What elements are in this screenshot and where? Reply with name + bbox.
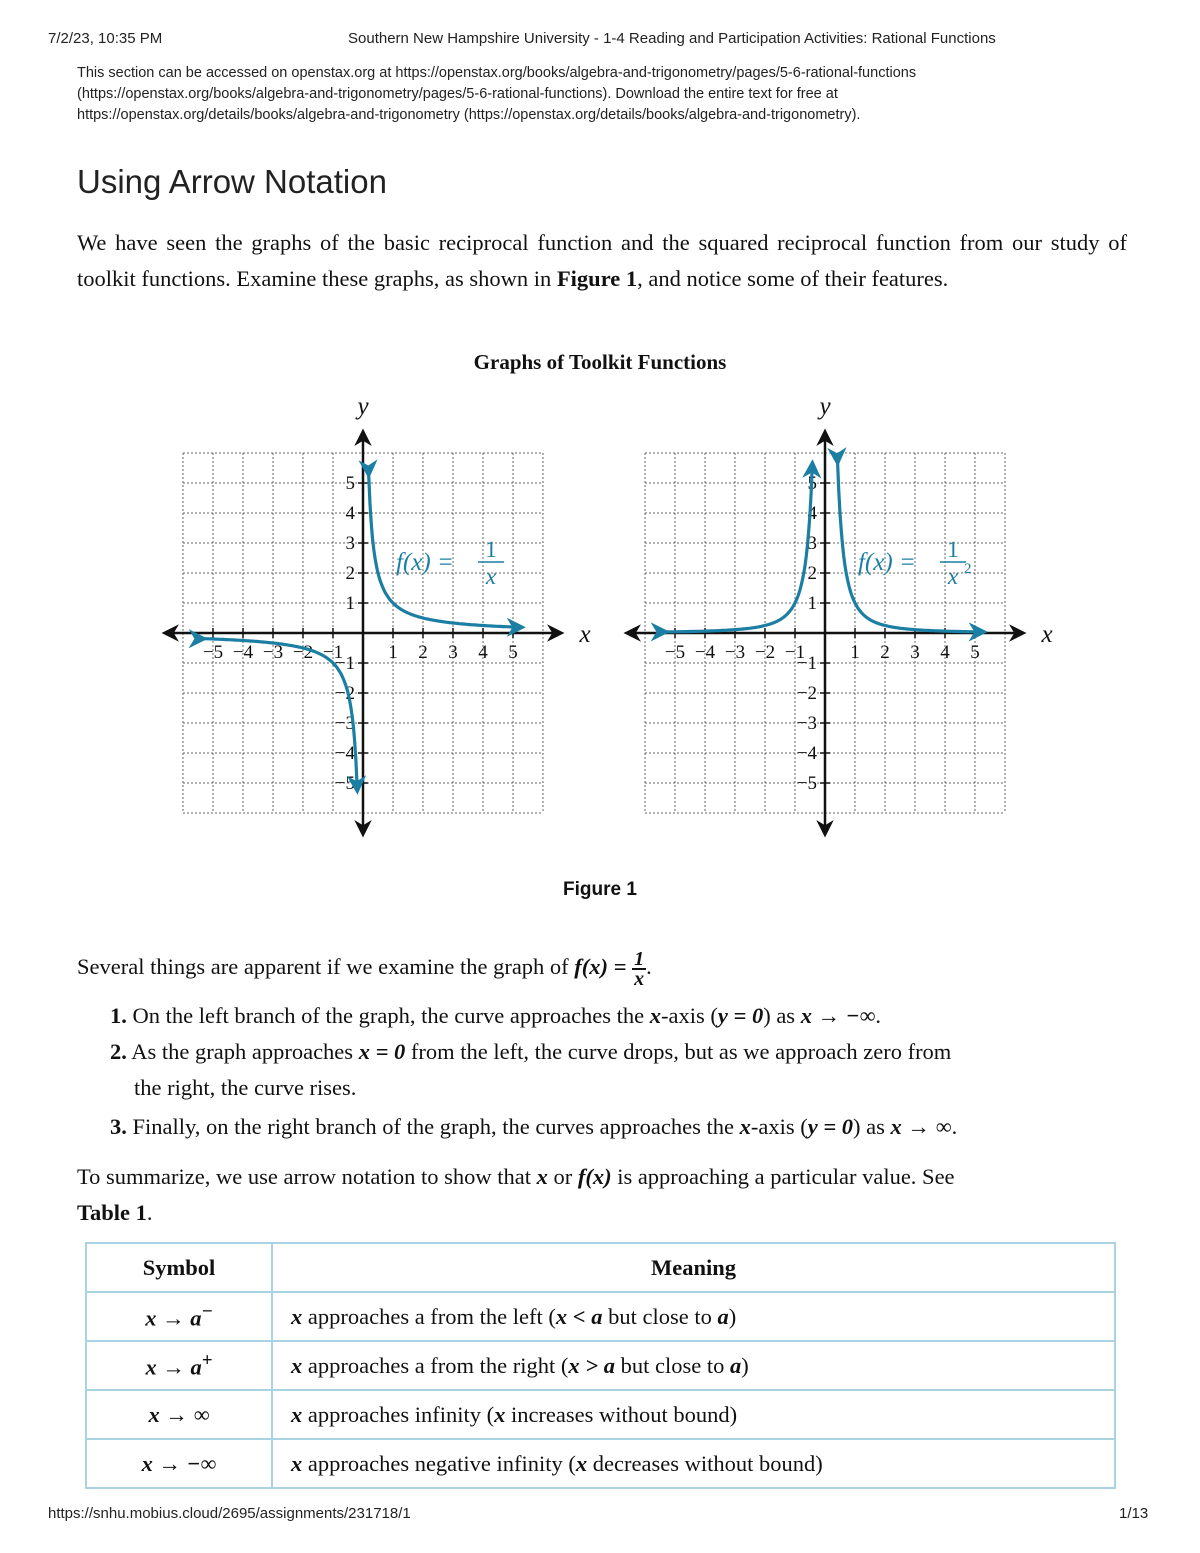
function-numerator: 1 — [947, 537, 959, 562]
x-tick-label: −1 — [322, 642, 344, 663]
meaning-math: x > a — [568, 1352, 615, 1378]
summary-text: To summarize, we use arrow notation to show that — [77, 1164, 537, 1189]
x-tick-label: −4 — [232, 642, 254, 663]
list-item — [110, 1034, 1140, 1070]
intro-line-1: This section can be accessed on openstax.org at https://openstax.org/books/algebra-and-trigonometry/pages/5-6-rational-functions — [77, 65, 917, 81]
meaning-text: decreases without bound) — [587, 1450, 823, 1476]
x-tick-label: 4 — [478, 642, 488, 663]
x-tick-label: 1 — [388, 642, 398, 663]
x-tick-label: −3 — [262, 642, 284, 663]
list-text: -axis ( — [661, 1003, 718, 1028]
several-end: . — [646, 954, 652, 979]
meaning-math: x — [291, 1352, 303, 1378]
graph-reciprocal — [165, 393, 591, 834]
x-tick-label: 3 — [448, 642, 458, 663]
y-tick-label: −4 — [334, 743, 355, 764]
observations-list — [110, 998, 1140, 1148]
y-tick-label: −4 — [796, 743, 817, 764]
list-item-continuation: the right, the curve rises. — [134, 1075, 357, 1100]
x-tick-label: 5 — [508, 642, 518, 663]
meaning-math: x — [494, 1401, 506, 1427]
y-tick-label: 1 — [807, 593, 817, 614]
several-text: Several things are apparent if we examine the graph of — [77, 954, 575, 979]
meaning-text: but close to — [614, 1352, 730, 1378]
y-axis-label: y — [819, 393, 831, 420]
graph-squared-reciprocal — [627, 393, 1053, 834]
symbol-text: x → ∞ — [148, 1401, 210, 1427]
list-math: x — [739, 1114, 751, 1139]
meaning-math: x < a — [555, 1303, 603, 1329]
curve-left-branch — [666, 463, 812, 632]
meaning-math: a — [729, 1352, 742, 1378]
table-header-row — [86, 1243, 1115, 1292]
summary-math: f(x) — [577, 1164, 612, 1189]
symbol-text: x → −∞ — [141, 1450, 217, 1476]
meaning-text: approaches a from the right ( — [302, 1352, 569, 1378]
list-math: x → ∞ — [890, 1114, 952, 1139]
print-datetime: 7/2/23, 10:35 PM — [48, 30, 163, 47]
x-axis-label: x — [1041, 621, 1053, 648]
meaning-cell — [272, 1341, 1115, 1390]
list-math: x — [649, 1003, 662, 1028]
summary-end: . — [146, 1200, 153, 1225]
symbol-text: x → a — [145, 1305, 202, 1331]
y-tick-label: 4 — [807, 503, 817, 524]
summary-math: x — [536, 1164, 548, 1189]
list-item — [110, 1109, 1140, 1145]
y-tick-label: 3 — [345, 533, 355, 554]
y-tick-label: −2 — [796, 683, 817, 704]
meaning-cell — [272, 1439, 1115, 1488]
summary-paragraph — [77, 1159, 1127, 1231]
list-text: On the left branch of the graph, the curve approaches the — [126, 1003, 650, 1028]
fraction-denominator: x — [634, 967, 645, 990]
x-tick-label: 2 — [880, 642, 890, 663]
meaning-text: increases without bound) — [505, 1401, 738, 1427]
y-axis-label: y — [357, 393, 369, 420]
x-axis-label: x — [579, 621, 591, 648]
summary-text: is approaching a particular value. See — [611, 1164, 955, 1189]
header-symbol: Symbol — [86, 1243, 272, 1292]
figure-reference: Figure 1 — [556, 266, 638, 291]
table-row — [86, 1292, 1115, 1341]
symbol-superscript: − — [201, 1301, 213, 1323]
y-tick-label: 5 — [345, 473, 355, 494]
header-meaning: Meaning — [272, 1243, 1115, 1292]
x-tick-label: −5 — [202, 642, 224, 663]
meaning-math: a — [717, 1303, 729, 1329]
function-denominator: x — [485, 564, 497, 589]
list-text: . — [875, 1003, 882, 1028]
table-reference: Table 1 — [77, 1200, 147, 1225]
summary-text: or — [547, 1164, 578, 1189]
meaning-text: but close to — [602, 1303, 718, 1329]
intro-line-3: https://openstax.org/details/books/algebra-and-trigonometry (https://openstax.org/details/books/algebra-and-trigonometry). — [77, 107, 861, 123]
list-text: ) as — [853, 1114, 891, 1139]
meaning-math: x — [291, 1401, 303, 1427]
symbol-cell — [86, 1439, 272, 1488]
arrow-notation-table — [85, 1242, 1116, 1489]
x-tick-label: 1 — [850, 642, 860, 663]
function-numerator: 1 — [485, 537, 497, 562]
footer-page-number: 1/13 — [1119, 1505, 1149, 1522]
meaning-math: x — [291, 1303, 303, 1329]
x-tick-label: 4 — [940, 642, 950, 663]
list-text: ) as — [763, 1003, 801, 1028]
list-text: Finally, on the right branch of the graph, the curves approaches the — [126, 1114, 740, 1139]
curve-right-branch — [838, 463, 984, 632]
x-tick-label: −3 — [724, 642, 746, 663]
fraction-1-over-x — [632, 947, 646, 990]
y-tick-label: 5 — [807, 473, 817, 494]
table-row — [86, 1390, 1115, 1439]
table-row — [86, 1341, 1115, 1390]
section-heading: Using Arrow Notation — [77, 163, 387, 200]
y-tick-label: −5 — [334, 773, 355, 794]
list-text: from the left, the curve drops, but as we approach zero from — [405, 1039, 952, 1064]
list-text: . — [951, 1114, 958, 1139]
symbol-text: x → a — [145, 1354, 202, 1380]
symbol-superscript: + — [201, 1350, 213, 1372]
list-number: 2. — [110, 1039, 127, 1064]
meaning-cell — [272, 1292, 1115, 1341]
x-tick-label: −1 — [784, 642, 806, 663]
x-tick-label: −2 — [292, 642, 314, 663]
x-tick-label: −5 — [664, 642, 686, 663]
intro-note — [77, 63, 1137, 126]
y-tick-label: −1 — [796, 653, 817, 674]
y-tick-label: 2 — [807, 563, 817, 584]
list-number: 3. — [110, 1114, 127, 1139]
several-math: f(x) = — [574, 954, 633, 979]
y-tick-label: −5 — [796, 773, 817, 794]
y-tick-label: 3 — [807, 533, 817, 554]
paragraph-text-1: We have seen the graphs of the basic reciprocal function and the squared reciprocal function from our study of toolkit functions. Examine these graphs, as shown in — [77, 230, 1127, 291]
list-math: x → −∞ — [800, 1003, 876, 1028]
x-tick-label: −4 — [694, 642, 716, 663]
meaning-math: x — [291, 1450, 303, 1476]
paragraph-toolkit — [77, 225, 1127, 297]
figure-title: Graphs of Toolkit Functions — [473, 350, 727, 374]
print-page-title: Southern New Hampshire University - 1-4 Reading and Participation Activities: Rational Functions — [348, 30, 996, 47]
y-tick-label: −3 — [334, 713, 355, 734]
table-row — [86, 1439, 1115, 1488]
symbol-cell — [86, 1390, 272, 1439]
function-exponent: 2 — [964, 561, 972, 577]
list-text: -axis ( — [750, 1114, 808, 1139]
y-tick-label: 2 — [345, 563, 355, 584]
list-number: 1. — [110, 1003, 127, 1028]
function-label: f(x) = — [396, 549, 454, 576]
x-tick-label: −2 — [754, 642, 776, 663]
y-tick-label: −1 — [334, 653, 355, 674]
meaning-text: approaches a from the left ( — [302, 1303, 556, 1329]
paragraph-text-2: , and notice some of their features. — [637, 266, 949, 291]
several-things-sentence — [77, 945, 652, 989]
y-tick-label: 4 — [345, 503, 355, 524]
figure-caption: Figure 1 — [563, 879, 637, 900]
x-tick-label: 2 — [418, 642, 428, 663]
meaning-cell — [272, 1390, 1115, 1439]
symbol-cell — [86, 1292, 272, 1341]
list-item — [110, 998, 1140, 1034]
meaning-text: ) — [728, 1303, 737, 1329]
meaning-text: approaches negative infinity ( — [302, 1450, 576, 1476]
x-tick-label: 5 — [970, 642, 980, 663]
symbol-cell — [86, 1341, 272, 1390]
y-tick-label: 1 — [345, 593, 355, 614]
toolkit-graphs — [0, 380, 1200, 850]
meaning-text: approaches infinity ( — [302, 1401, 495, 1427]
x-tick-label: 3 — [910, 642, 920, 663]
list-math: y = 0 — [807, 1114, 854, 1139]
list-text: As the graph approaches — [126, 1039, 359, 1064]
y-tick-label: −2 — [334, 683, 355, 704]
fraction-numerator: 1 — [634, 947, 645, 970]
meaning-math: x — [575, 1450, 588, 1476]
function-denominator: x — [947, 564, 959, 589]
list-math: y = 0 — [717, 1003, 764, 1028]
list-math: x = 0 — [358, 1039, 406, 1064]
y-tick-label: −3 — [796, 713, 817, 734]
intro-line-2: (https://openstax.org/books/algebra-and-trigonometry/pages/5-6-rational-functions). Download the entire text for free at — [77, 86, 838, 102]
function-label: f(x) = — [858, 549, 916, 576]
footer-url[interactable]: https://snhu.mobius.cloud/2695/assignments/231718/1 — [48, 1505, 411, 1522]
meaning-text: ) — [741, 1352, 749, 1378]
